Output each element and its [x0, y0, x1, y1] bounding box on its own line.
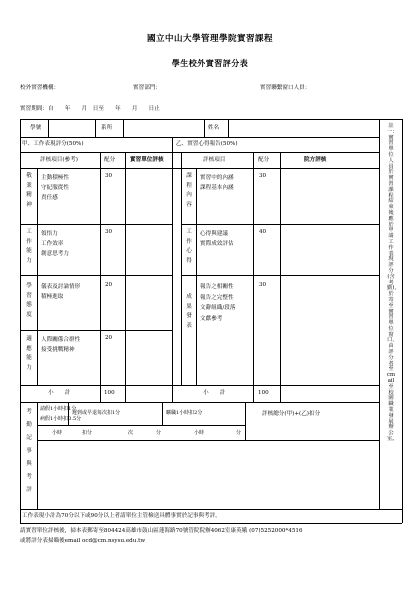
footer-line-1: 請實習單位評核後，掃本表郵寄至804424高雄市鼓山區蓮海路70號管院院辦4062室康英娥 (07)5252000*4516: [20, 528, 303, 534]
table-border: [253, 152, 254, 402]
category-items: 報告之相關性 報告之完整性 文辭組織/段落 文獻參考: [200, 284, 236, 322]
table-border: [20, 137, 379, 138]
table-border: [20, 509, 402, 510]
contact-field-label: 實習聯繫窗口人員：: [260, 85, 311, 91]
table-border: [245, 402, 246, 440]
table-border: [100, 152, 101, 402]
col-org-score-header: 實習單位評核: [130, 157, 164, 163]
period-field-label: 實習期間：自 年 月 日至 年 月 日止: [20, 106, 160, 112]
section-b-heading: 乙、實習心得報告(50%): [176, 141, 238, 147]
table-border: [379, 119, 380, 509]
col-points2-header: 配分: [258, 157, 270, 163]
table-border: [20, 402, 379, 403]
points-value: 30: [259, 282, 267, 288]
category-items: 實習中的內涵 課程基本內涵: [200, 175, 234, 191]
table-border: [162, 402, 163, 425]
subtotal-points: 100: [104, 390, 115, 396]
attendance-unit: 次: [128, 430, 134, 436]
footer-note: 工作表現小計為70分以下或90分以上者請單位主管檢送具體事實於記事與考評。: [22, 513, 221, 519]
table-border: [280, 152, 281, 402]
attendance-unit: 小時: [52, 430, 63, 436]
category-items: 領悟力 工作效率 創意思考力: [41, 231, 69, 257]
attendance-rule: 曠職1小時扣2分: [166, 410, 203, 416]
table-border: [20, 119, 402, 120]
attendance-label: 考勤記事與考評: [26, 409, 32, 493]
points-value: 40: [259, 229, 267, 235]
category-label: 學習態度: [26, 283, 32, 318]
points-value: 20: [105, 335, 113, 341]
points-value: 20: [105, 282, 113, 288]
page-title: 國立中山大學管理學院實習課程: [146, 34, 273, 44]
table-border: [402, 119, 403, 523]
category-label: 適應能力: [26, 336, 32, 371]
category-label: 成果發表: [186, 294, 192, 329]
points-value: 30: [105, 173, 113, 179]
section-a-heading: 甲、工作表現評分(50%): [22, 141, 84, 147]
table-border: [196, 168, 197, 385]
category-label: 工作能力: [26, 229, 32, 264]
table-border: [123, 119, 124, 137]
department-label: 系所: [101, 125, 113, 131]
category-items: 人際關係合群性 接受挑戰精神: [41, 337, 81, 353]
footer-line-2: 或將評分表掃瞄後email ocd@cm.nsysu.edu.tw: [20, 538, 146, 544]
total-formula: 評核總分(甲)+(乙)扣分: [262, 411, 321, 417]
table-border: [228, 119, 229, 137]
dept-field-label: 實習部門：: [133, 85, 161, 91]
col-dept-score-header: 院方評核: [304, 157, 327, 163]
category-items: 儀表及討論情形 積極進取: [41, 284, 81, 300]
table-border: [95, 119, 96, 137]
attendance-rule: 遲到或早退每次扣1分: [72, 410, 121, 416]
col-points-header: 配分: [104, 157, 116, 163]
subtotal-points-2: 100: [258, 390, 269, 396]
table-border: [125, 152, 126, 402]
student-id-label: 學號: [30, 125, 42, 131]
subtotal-label: 小 計: [48, 390, 71, 396]
attendance-unit: 扣分: [82, 430, 93, 436]
table-border: [20, 119, 21, 523]
table-border: [20, 152, 379, 153]
table-border: [37, 168, 38, 385]
table-border: [204, 119, 205, 137]
attendance-unit: 分: [156, 430, 162, 436]
table-border: [48, 119, 49, 137]
table-border: [20, 224, 172, 225]
table-border: [20, 523, 402, 524]
col-item-header: 評核項目: [203, 157, 226, 163]
subtotal-label-2: 小 計: [203, 390, 226, 396]
org-field-label: 校外實習機構：: [20, 85, 60, 91]
side-note: 註一：實習單位人員於實習課程結束後應於申請工作表現評分(含考勤)，於寄至實習單位窗口，由評分者至cmail至校園職業發展辦公室。: [387, 123, 400, 443]
category-label: 工作心得: [186, 229, 192, 264]
table-border: [37, 440, 379, 441]
attendance-unit: 分: [236, 430, 242, 436]
table-border: [37, 402, 38, 509]
table-border: [172, 137, 173, 402]
col-item-ref-header: 評核項目(參考): [40, 157, 78, 163]
points-value: 30: [259, 173, 267, 179]
category-items: 心得與建議 實際成效評估: [200, 231, 234, 247]
category-label: 敬業精神: [26, 173, 32, 208]
table-border: [20, 330, 172, 331]
table-border: [20, 168, 379, 169]
page-subtitle: 學生校外實習評分表: [171, 58, 249, 68]
table-border: [20, 275, 172, 276]
name-label: 姓名: [208, 125, 220, 131]
category-label: 課程內容: [186, 173, 192, 208]
category-items: 主動積極性 守紀服從性 責任感: [41, 175, 69, 201]
attendance-rule: 病假1小時扣0.5分: [40, 416, 82, 422]
attendance-unit: 小時: [194, 430, 205, 436]
attendance-rule: 請假1小時扣1分: [40, 406, 77, 412]
table-border: [37, 425, 245, 426]
table-border: [181, 152, 182, 385]
table-border: [20, 385, 379, 386]
points-value: 30: [105, 229, 113, 235]
